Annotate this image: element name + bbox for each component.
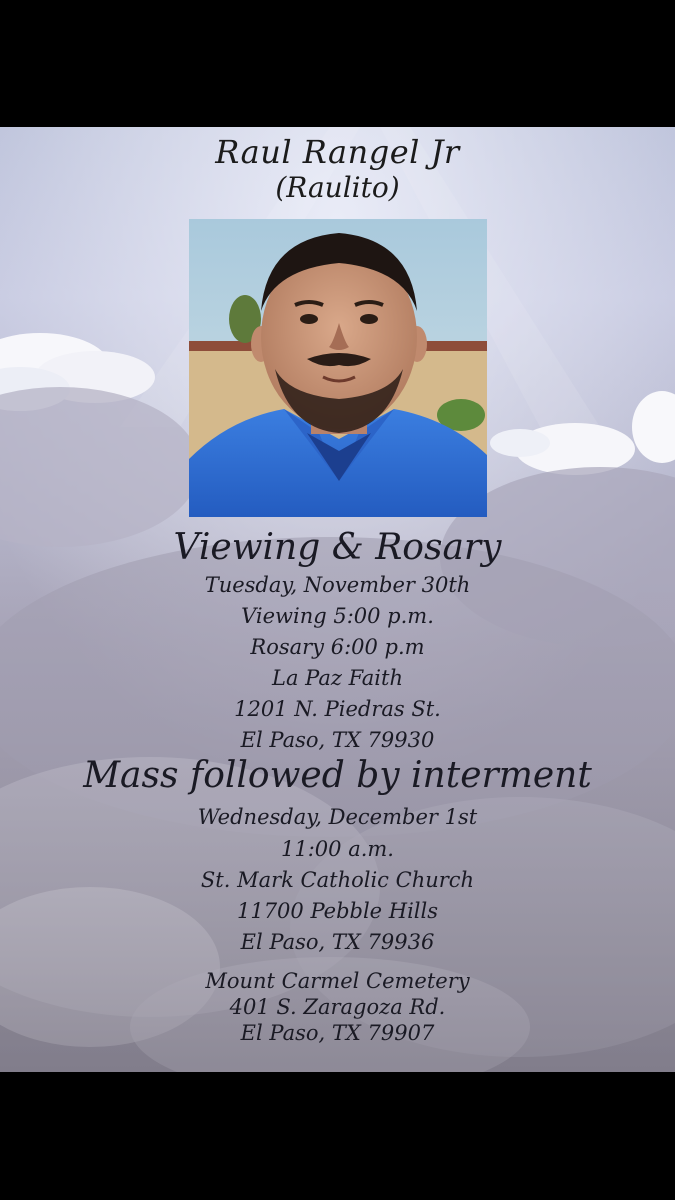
viewing-venue: La Paz Faith [272, 666, 403, 690]
rosary-time: Rosary 6:00 p.m [250, 635, 425, 659]
cemetery-city: El Paso, TX 79907 [240, 1021, 435, 1045]
viewing-date: Tuesday, November 30th [204, 573, 471, 597]
cemetery-street: 401 S. Zaragoza Rd. [229, 995, 446, 1019]
viewing-street: 1201 N. Piedras St. [234, 697, 441, 721]
portrait-photo [189, 219, 487, 517]
mass-time: 11:00 a.m. [281, 837, 394, 861]
viewing-heading: Viewing & Rosary [173, 527, 502, 568]
mass-venue: St. Mark Catholic Church [200, 868, 475, 892]
mass-heading: Mass followed by interment [83, 755, 592, 796]
deceased-name: Raul Rangel Jr [215, 133, 460, 171]
mass-date: Wednesday, December 1st [197, 805, 478, 829]
viewing-city: El Paso, TX 79930 [240, 728, 435, 752]
deceased-nickname: (Raulito) [275, 171, 400, 204]
viewing-time: Viewing 5:00 p.m. [241, 604, 434, 628]
memorial-card [0, 127, 675, 1072]
mass-street: 11700 Pebble Hills [236, 899, 439, 923]
cemetery-name: Mount Carmel Cemetery [205, 969, 470, 993]
mass-city: El Paso, TX 79936 [240, 930, 435, 954]
